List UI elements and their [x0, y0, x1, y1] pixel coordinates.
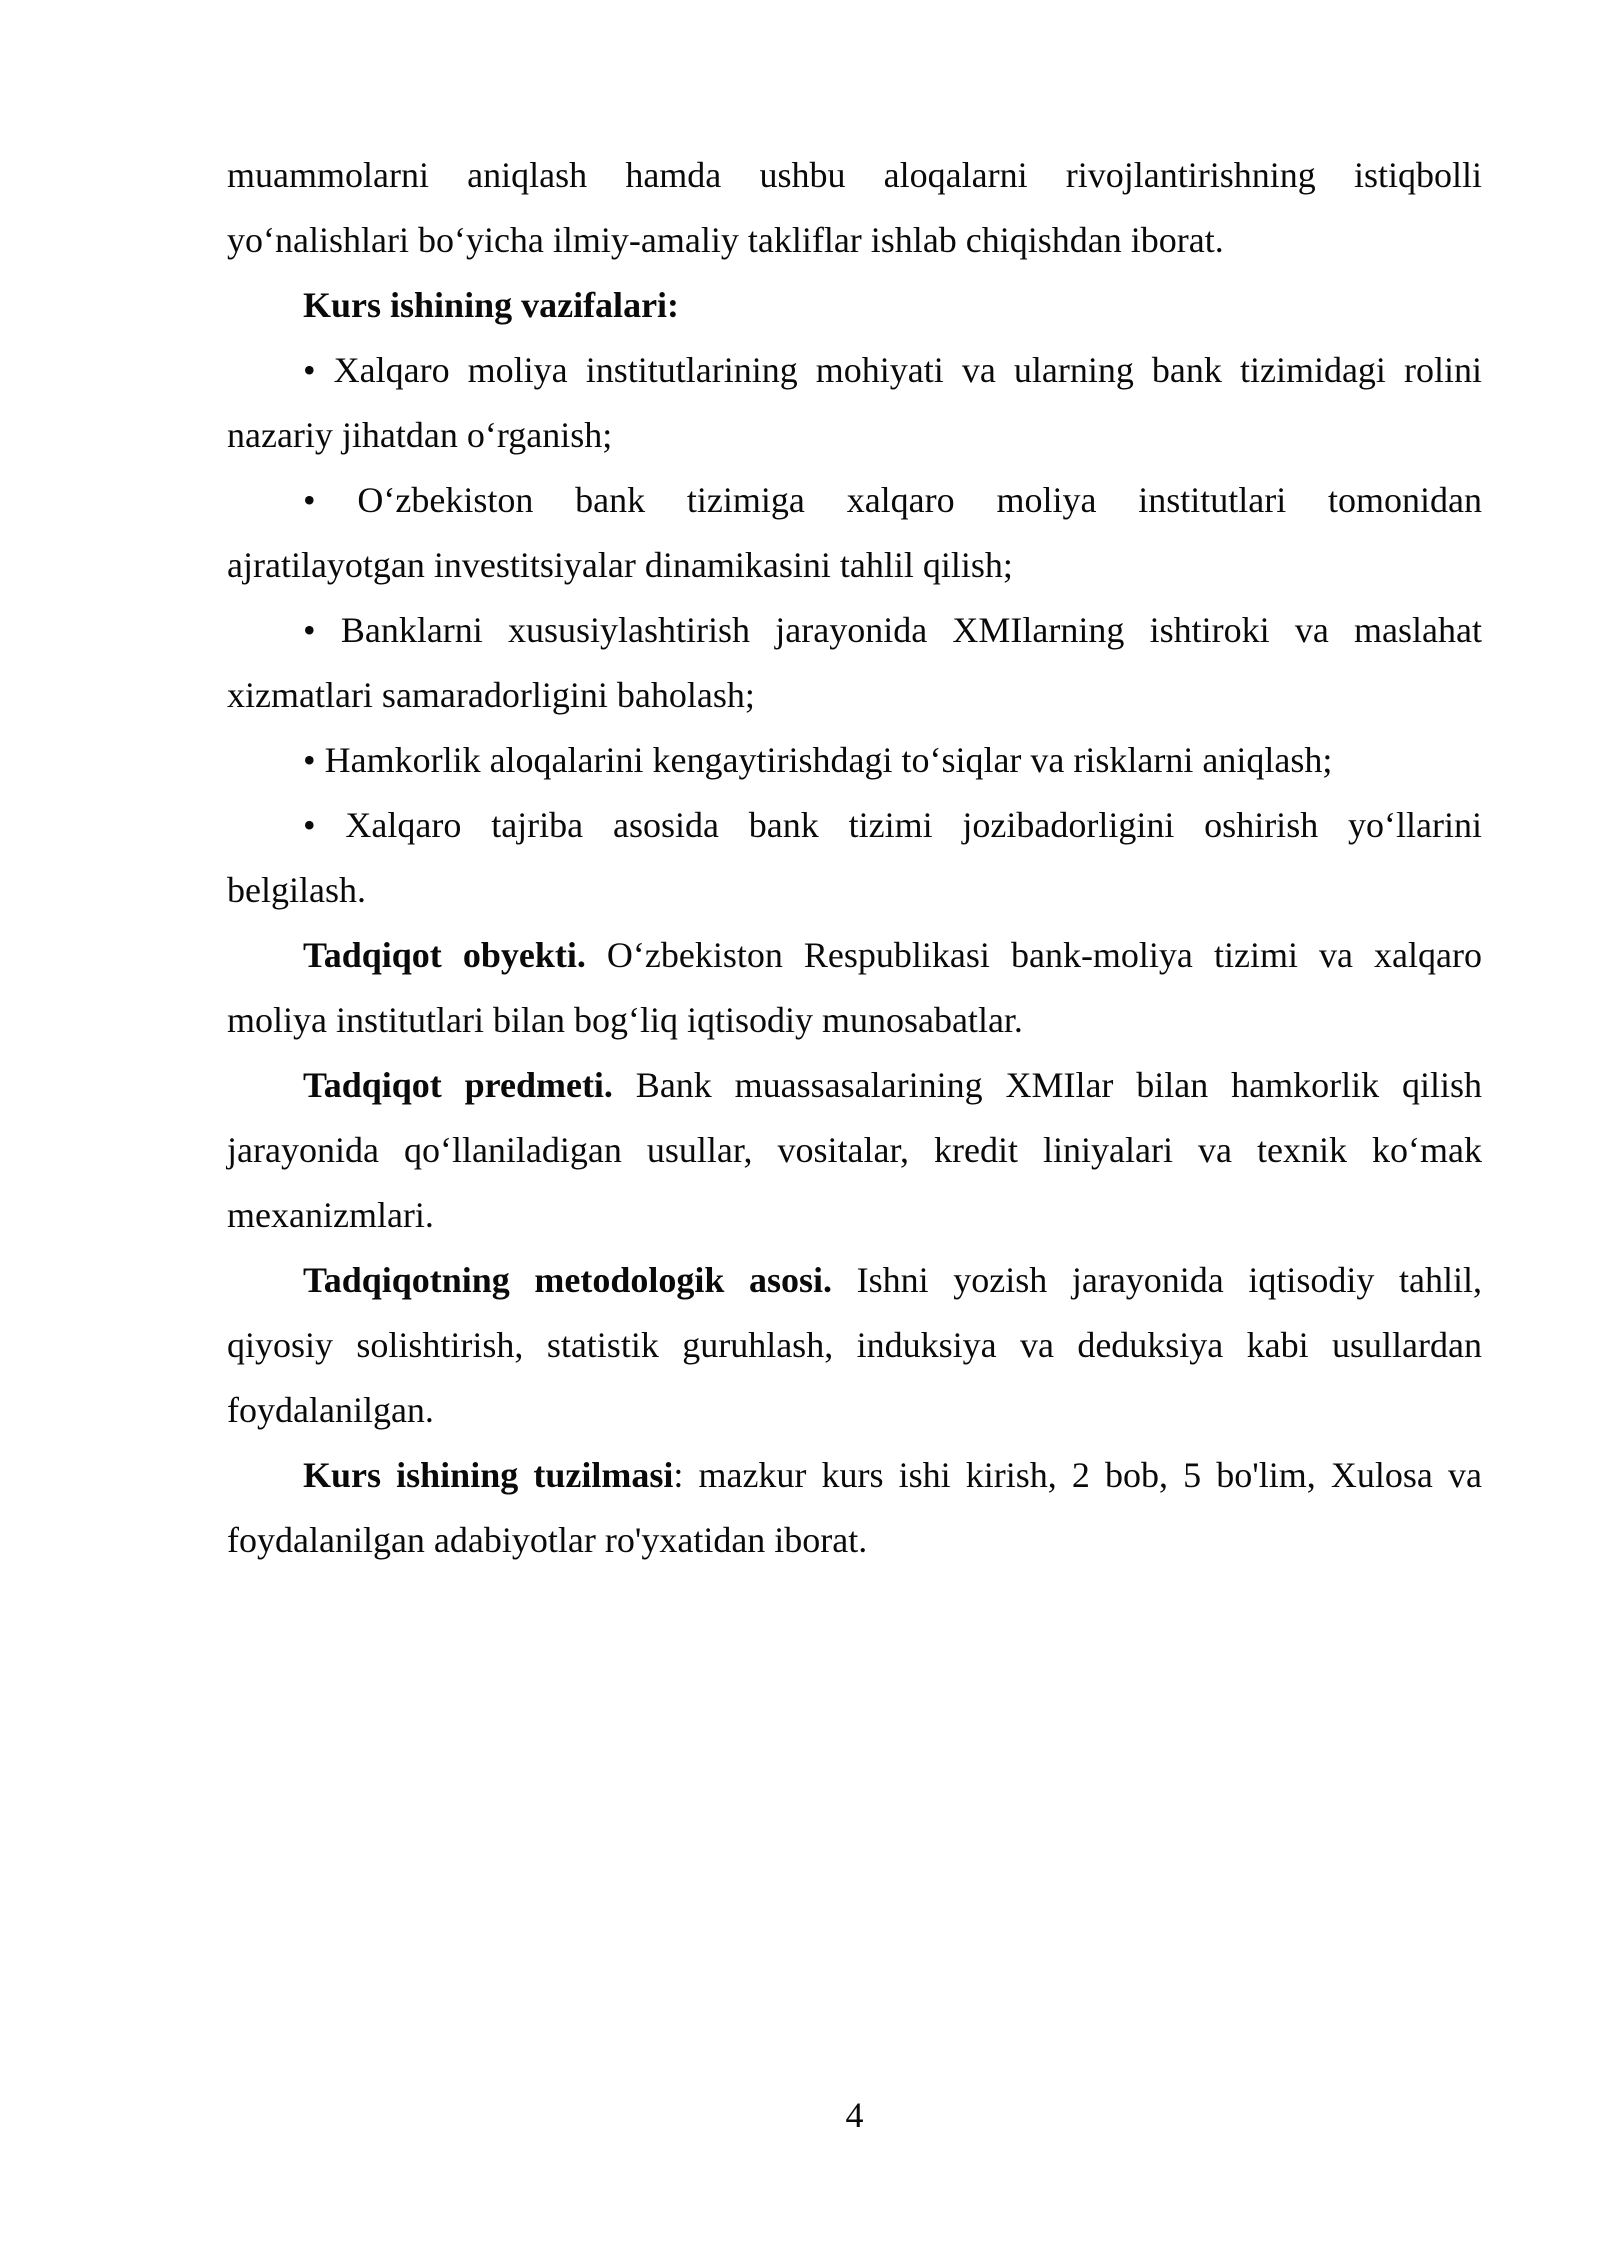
bold-run: Kurs ishining vazifalari: [303, 285, 680, 325]
text-line [227, 143, 1482, 208]
text-run: Ishni yozish jarayonida iqtisodiy tahlil, [832, 1260, 1482, 1300]
text-run: Bank muassasalarining XMIlar bilan hamkorlik qilish [612, 1065, 1482, 1105]
bullet-item-2 [227, 468, 1482, 598]
text-run: yo‘nalishlari bo‘yicha ilmiy-amaliy takliflar ishlab chiqishdan iborat. [227, 220, 1224, 260]
bold-run: Tadqiqotning metodologik asosi. [303, 1260, 833, 1300]
text-run: O‘zbekiston Respublikasi bank-moliya tizimi va xalqaro [585, 935, 1482, 975]
text-line [227, 1508, 1482, 1573]
para-tadqiqot-obyekti [227, 923, 1482, 1053]
text-run: nazariy jihatdan o‘rganish; [227, 415, 613, 455]
para-metodologik-asosi [227, 1248, 1482, 1443]
heading-kurs-ishining-vazifalari [227, 273, 1482, 338]
text-line [227, 793, 1482, 858]
text-run: ajratilayotgan investitsiyalar dinamikasini tahlil qilish; [227, 545, 1013, 585]
text-line [227, 923, 1482, 988]
bold-run: Tadqiqot obyekti. [303, 935, 586, 975]
text-line [227, 273, 1482, 338]
text-line [227, 1183, 1482, 1248]
bullet-item-5 [227, 793, 1482, 923]
text-line [227, 1313, 1482, 1378]
bullet-item-4 [227, 728, 1482, 793]
text-line [227, 468, 1482, 533]
text-run: moliya institutlari bilan bog‘liq iqtisodiy munosabatlar. [227, 1000, 1023, 1040]
bullet-item-3 [227, 598, 1482, 728]
bullet-item-1 [227, 338, 1482, 468]
text-block [227, 143, 1482, 1573]
text-run: foydalanilgan. [227, 1390, 434, 1430]
text-run: • Xalqaro moliya institutlarining mohiyati va ularning bank tizimidagi rolini [303, 350, 1482, 390]
text-run: foydalanilgan adabiyotlar ro'yxatidan iborat. [227, 1520, 868, 1560]
text-line [227, 403, 1482, 468]
text-line [227, 1443, 1482, 1508]
text-line [227, 1378, 1482, 1443]
text-line [227, 598, 1482, 663]
text-line [227, 663, 1482, 728]
text-run: mexanizmlari. [227, 1195, 434, 1235]
text-line [227, 208, 1482, 273]
text-line [227, 728, 1482, 793]
text-run: • Xalqaro tajriba asosida bank tizimi jozibadorligini oshirish yo‘llarini [303, 805, 1482, 845]
text-line [227, 1118, 1482, 1183]
text-line [227, 533, 1482, 598]
bold-run: Tadqiqot predmeti. [303, 1065, 613, 1105]
text-run: xizmatlari samaradorligini baholash; [227, 675, 755, 715]
text-run: qiyosiy solishtirish, statistik guruhlash, induksiya va deduksiya kabi usullardan [227, 1325, 1482, 1365]
bold-run: Kurs ishining tuzilmasi [303, 1455, 674, 1495]
para-kurs-ishining-tuzilmasi [227, 1443, 1482, 1573]
text-run: • Banklarni xususiylashtirish jarayonida XMIlarning ishtiroki va maslahat [303, 610, 1482, 650]
text-line [227, 1053, 1482, 1118]
text-line [227, 988, 1482, 1053]
text-run: muammolarni aniqlash hamda ushbu aloqalarni rivojlantirishning istiqbolli [227, 155, 1482, 195]
para-continuation [227, 143, 1482, 273]
text-run: • O‘zbekiston bank tizimiga xalqaro moliya institutlari tomonidan [303, 480, 1482, 520]
text-run: • Hamkorlik aloqalarini kengaytirishdagi to‘siqlar va risklarni aniqlash; [303, 740, 1333, 780]
text-run: jarayonida qo‘llaniladigan usullar, vositalar, kredit liniyalari va texnik ko‘mak [227, 1130, 1482, 1170]
text-line [227, 338, 1482, 403]
text-line [227, 1248, 1482, 1313]
text-run: belgilash. [227, 870, 366, 910]
para-tadqiqot-predmeti [227, 1053, 1482, 1248]
text-run: : mazkur kurs ishi kirish, 2 bob, 5 bo'lim, Xulosa va [673, 1455, 1483, 1495]
page-number: 4 [845, 2095, 864, 2135]
text-line [227, 858, 1482, 923]
